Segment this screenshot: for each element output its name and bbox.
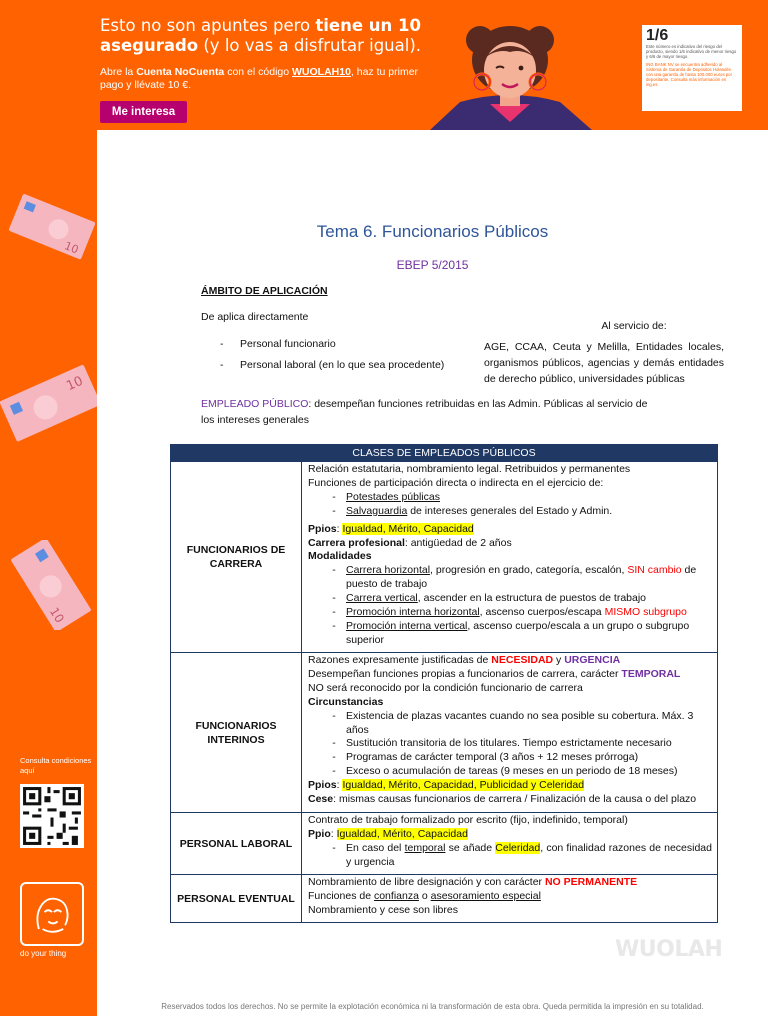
bullet-term: Salvaguardia: [346, 504, 408, 517]
cell-line: [308, 793, 712, 807]
euro-bill-icon: [4, 192, 96, 266]
table-row: [171, 874, 717, 922]
cell-line: [308, 537, 712, 551]
highlighted-principles: Igualdad, Mérito, Capacidad: [336, 827, 468, 840]
bullet-term: Carrera vertical: [346, 592, 418, 605]
bullet-term: Promoción interna vertical: [346, 619, 468, 632]
ppios-label: Ppios: [308, 779, 337, 792]
cell-line: Contrato de trabajo formalizado por escrito (fijo, indefinido, temporal): [308, 814, 628, 826]
bullet-text: Exceso o acumulación de tareas (9 meses en un periodo de 18 meses): [346, 765, 678, 778]
bullet-item: - Carrera horizontal, progresión en grado, categoría, escalón, SIN cambio de puesto de trabajo: [332, 564, 697, 591]
separator: :: [330, 827, 337, 840]
page-title: Tema 6. Funcionarios Públicos: [316, 222, 549, 241]
bullet-text: Potestades públicas: [346, 490, 440, 503]
bullet-text: En caso del: [346, 841, 405, 854]
cese-text: : mismas causas funcionarios de carrera / Finalización de la causa o del plazo: [333, 793, 697, 806]
bullet-text: de puesto de trabajo: [346, 564, 697, 591]
bullet-text: Programas de carácter temporal (3 años + 12 meses prórroga): [346, 751, 639, 764]
circunstancias-label: Circunstancias: [308, 695, 384, 708]
row-label: PERSONAL LABORAL: [171, 813, 302, 874]
consulta-condiciones-text[interactable]: Consulta condiciones aquí: [20, 756, 92, 775]
risk-value: [646, 28, 738, 44]
promo-code: WUOLAH10: [292, 66, 351, 78]
risk-disclaimer: Este número es indicativo del riesgo del producto, siendo 1/6 indicativo de menor riesgo y 6/6 de mayor riesgo.: [646, 44, 737, 59]
banner-headline: [100, 16, 430, 56]
bullet-text: Sustitución transitoria de los titulares. Tiempo estrictamente necesario: [346, 737, 672, 750]
bullet-text: Existencia de plazas vacantes cuando no sea posible su cobertura. Máx. 3 años: [346, 709, 694, 736]
bullet-item: - Promoción interna horizontal, ascenso cuerpos/escapa MISMO subgrupo: [332, 606, 687, 619]
euro-bill-icon: [6, 540, 96, 630]
risk-den: /6: [654, 27, 669, 44]
me-interesa-button[interactable]: Me interesa: [100, 101, 187, 123]
banner-headline-bold: tiene un 10 asegurado: [100, 16, 421, 55]
page-subtitle: EBEP 5/2015: [396, 258, 469, 272]
bullet-item: - Existencia de plazas vacantes cuando no sea posible su cobertura. Máx. 3 años: [308, 710, 712, 738]
carrera-profesional-label: Carrera profesional: [308, 536, 405, 549]
list-item: - Personal funcionario: [220, 338, 336, 350]
servicio-text: AGE, CCAA, Ceuta y Melilla, Entidades locales, organismos públicos, agencias y demás entidades de derecho público, universidades públicas: [484, 341, 724, 385]
bullet-item: - Promoción interna vertical, ascenso cuerpo/escala a un grupo o subgrupo superior: [332, 619, 690, 646]
cell-line: [308, 828, 712, 842]
table-row: [171, 461, 717, 652]
list-item-text: Personal laboral (en lo que sea procedente): [240, 359, 445, 371]
cese-label: Cese: [308, 793, 334, 806]
cell-line: [308, 523, 712, 537]
bullet-text: , ascenso cuerpo/escala a un grupo o subgrupo superior: [346, 619, 690, 646]
row-label: FUNCIONARIOS INTERINOS: [171, 653, 302, 812]
aplica-text: De aplica directamente: [201, 311, 309, 323]
highlighted-principles: Igualdad, Mérito, Capacidad: [342, 522, 474, 535]
red-emphasis: SIN cambio: [627, 564, 682, 577]
woman-avatar-illustration: [420, 18, 600, 130]
risk-num: 1: [646, 27, 655, 44]
cell-text: Desempeñan funciones propias a funcionarios de carrera, carácter: [308, 667, 622, 680]
qr-code-icon[interactable]: [20, 784, 84, 848]
table-header: CLASES DE EMPLEADOS PÚBLICOS: [171, 445, 717, 461]
ad-sidebar: [0, 130, 97, 1016]
ad-banner[interactable]: [0, 0, 768, 130]
red-emphasis: NECESIDAD: [491, 654, 554, 666]
clases-empleados-table: [170, 444, 718, 923]
ppios-label: Ppios: [308, 522, 337, 535]
purple-emphasis: URGENCIA: [564, 654, 621, 666]
bullet-item: - Carrera vertical, ascender en la estructura de puestos de trabajo: [332, 592, 647, 605]
red-emphasis: NO PERMANENTE: [544, 876, 638, 888]
bill-value-text: 10: [62, 239, 81, 257]
separator: :: [336, 522, 343, 535]
cell-text: o: [418, 889, 431, 902]
euro-bill-icon: [0, 360, 97, 446]
purple-emphasis: TEMPORAL: [621, 667, 681, 680]
table-row: [171, 812, 717, 874]
cell-text: y: [553, 654, 565, 666]
bullet-text: , ascenso cuerpos/escapa: [479, 606, 605, 619]
bullet-item: - Exceso o acumulación de tareas (9 meses en un periodo de 18 meses): [308, 765, 712, 779]
bullet-item: - Programas de carácter temporal (3 años + 12 meses prórroga): [308, 751, 712, 765]
carrera-profesional-text: : antigüedad de 2 años: [404, 536, 512, 549]
cell-line: [308, 654, 712, 668]
bill-value-text: 10: [46, 604, 67, 626]
empleado-publico-definition: [201, 396, 661, 428]
cell-line: Relación estatutaria, nombramiento legal. Retribuidos y permanentes: [308, 463, 631, 475]
highlighted-principles: Igualdad, Mérito, Capacidad, Publicidad y Celeridad: [342, 779, 585, 792]
bullet-text: , con finalidad razones de necesidad y urgencia: [346, 841, 712, 868]
list-item-text: Personal funcionario: [240, 338, 336, 350]
banner-headline-part: (y lo vas a disfrutar igual).: [198, 36, 422, 55]
bullet-item: - Sustitución transitoria de los titulares. Tiempo estrictamente necesario: [308, 737, 712, 751]
cell-text: Nombramiento de libre designación y con carácter: [308, 876, 545, 888]
bullet-item: - Salvaguardia de intereses generales del Estado y Admin.: [332, 504, 613, 517]
red-emphasis: MISMO subgrupo: [604, 606, 687, 619]
lion-logo-icon: [20, 882, 84, 946]
bullet-item: - En caso del temporal se añade Celeridad, con finalidad razones de necesidad y urgencia: [332, 841, 712, 868]
cell-line: [308, 876, 712, 890]
bill-value-text: 10: [64, 373, 86, 395]
deposit-guarantee-disclaimer: ING BANK NV se encuentra adherido al Sistema de Garantía de Depósitos Holandés con una garantía de hasta 100.000 euros por depositante. Consulta más información en ing.es: [646, 62, 733, 87]
watermark-logo: WUOLAH: [615, 937, 723, 962]
row-content: [302, 653, 717, 812]
slogan-text: do your thing: [20, 949, 67, 958]
banner-headline-part: Esto no son apuntes pero: [100, 16, 316, 35]
cell-text: Razones expresamente justificadas de: [308, 654, 492, 666]
section-heading: ÁMBITO DE APLICACIÓN: [201, 285, 328, 297]
banner-sub-part: , haz tu primer pago y llévate 10 €.: [100, 66, 419, 91]
bullet-text: , ascender en la estructura de puestos de trabajo: [417, 592, 647, 605]
cell-line: [308, 668, 712, 682]
row-content: [302, 813, 717, 874]
banner-sub-part: con el código: [224, 66, 292, 78]
banner-sub-part: Abre la: [100, 66, 137, 78]
cell-line: NO será reconocido por la condición funcionario de carrera: [308, 681, 583, 694]
ppio-label: Ppio: [308, 827, 331, 840]
underlined-term: confianza: [373, 889, 419, 902]
separator: :: [336, 779, 343, 792]
bullet-item: - Potestades públicas: [308, 491, 712, 505]
personal-list: [220, 334, 444, 376]
table-row: [171, 652, 717, 812]
cell-line: Funciones de participación directa o indirecta en el ejercicio de:: [308, 476, 604, 489]
risk-indicator-box: [642, 25, 742, 111]
empleado-text: : desempeñan funciones retribuidas en las Admin. Públicas al servicio de los intereses generales: [201, 398, 648, 426]
banner-sub-bold: Cuenta NoCuenta: [136, 66, 225, 78]
bullet-term: Promoción interna horizontal: [346, 606, 480, 619]
cell-line: [308, 890, 712, 904]
row-content: [302, 462, 717, 652]
footer-rights-text: Reservados todos los derechos. No se permite la explotación económica ni la transformación de esta obra. Queda permitida la impresión en su totalidad.: [161, 1002, 704, 1011]
bullet-text: se añade: [445, 841, 496, 854]
modalidades-label: Modalidades: [308, 550, 372, 563]
underlined-term: asesoramiento especial: [430, 889, 541, 902]
cell-text: Funciones de: [308, 889, 374, 902]
row-content: [302, 875, 717, 922]
cell-line: Nombramiento y cese son libres: [308, 903, 458, 916]
row-label: PERSONAL EVENTUAL: [171, 875, 302, 922]
bullet-term: temporal: [404, 841, 446, 854]
bullet-term: Carrera horizontal: [346, 564, 431, 577]
servicio-block: [484, 318, 724, 387]
cell-line: [308, 779, 712, 793]
servicio-heading: Al servicio de:: [601, 320, 667, 332]
banner-subtext: [100, 66, 430, 92]
bullet-text: , progresión en grado, categoría, escalón,: [430, 564, 628, 577]
empleado-label: EMPLEADO PÚBLICO: [201, 398, 309, 410]
row-label: FUNCIONARIOS DE CARRERA: [171, 462, 302, 652]
highlighted-term: Celeridad: [495, 841, 541, 854]
list-item: - Personal laboral (en lo que sea procedente): [220, 359, 445, 371]
bullet-text: de intereses generales del Estado y Admin.: [407, 504, 613, 517]
